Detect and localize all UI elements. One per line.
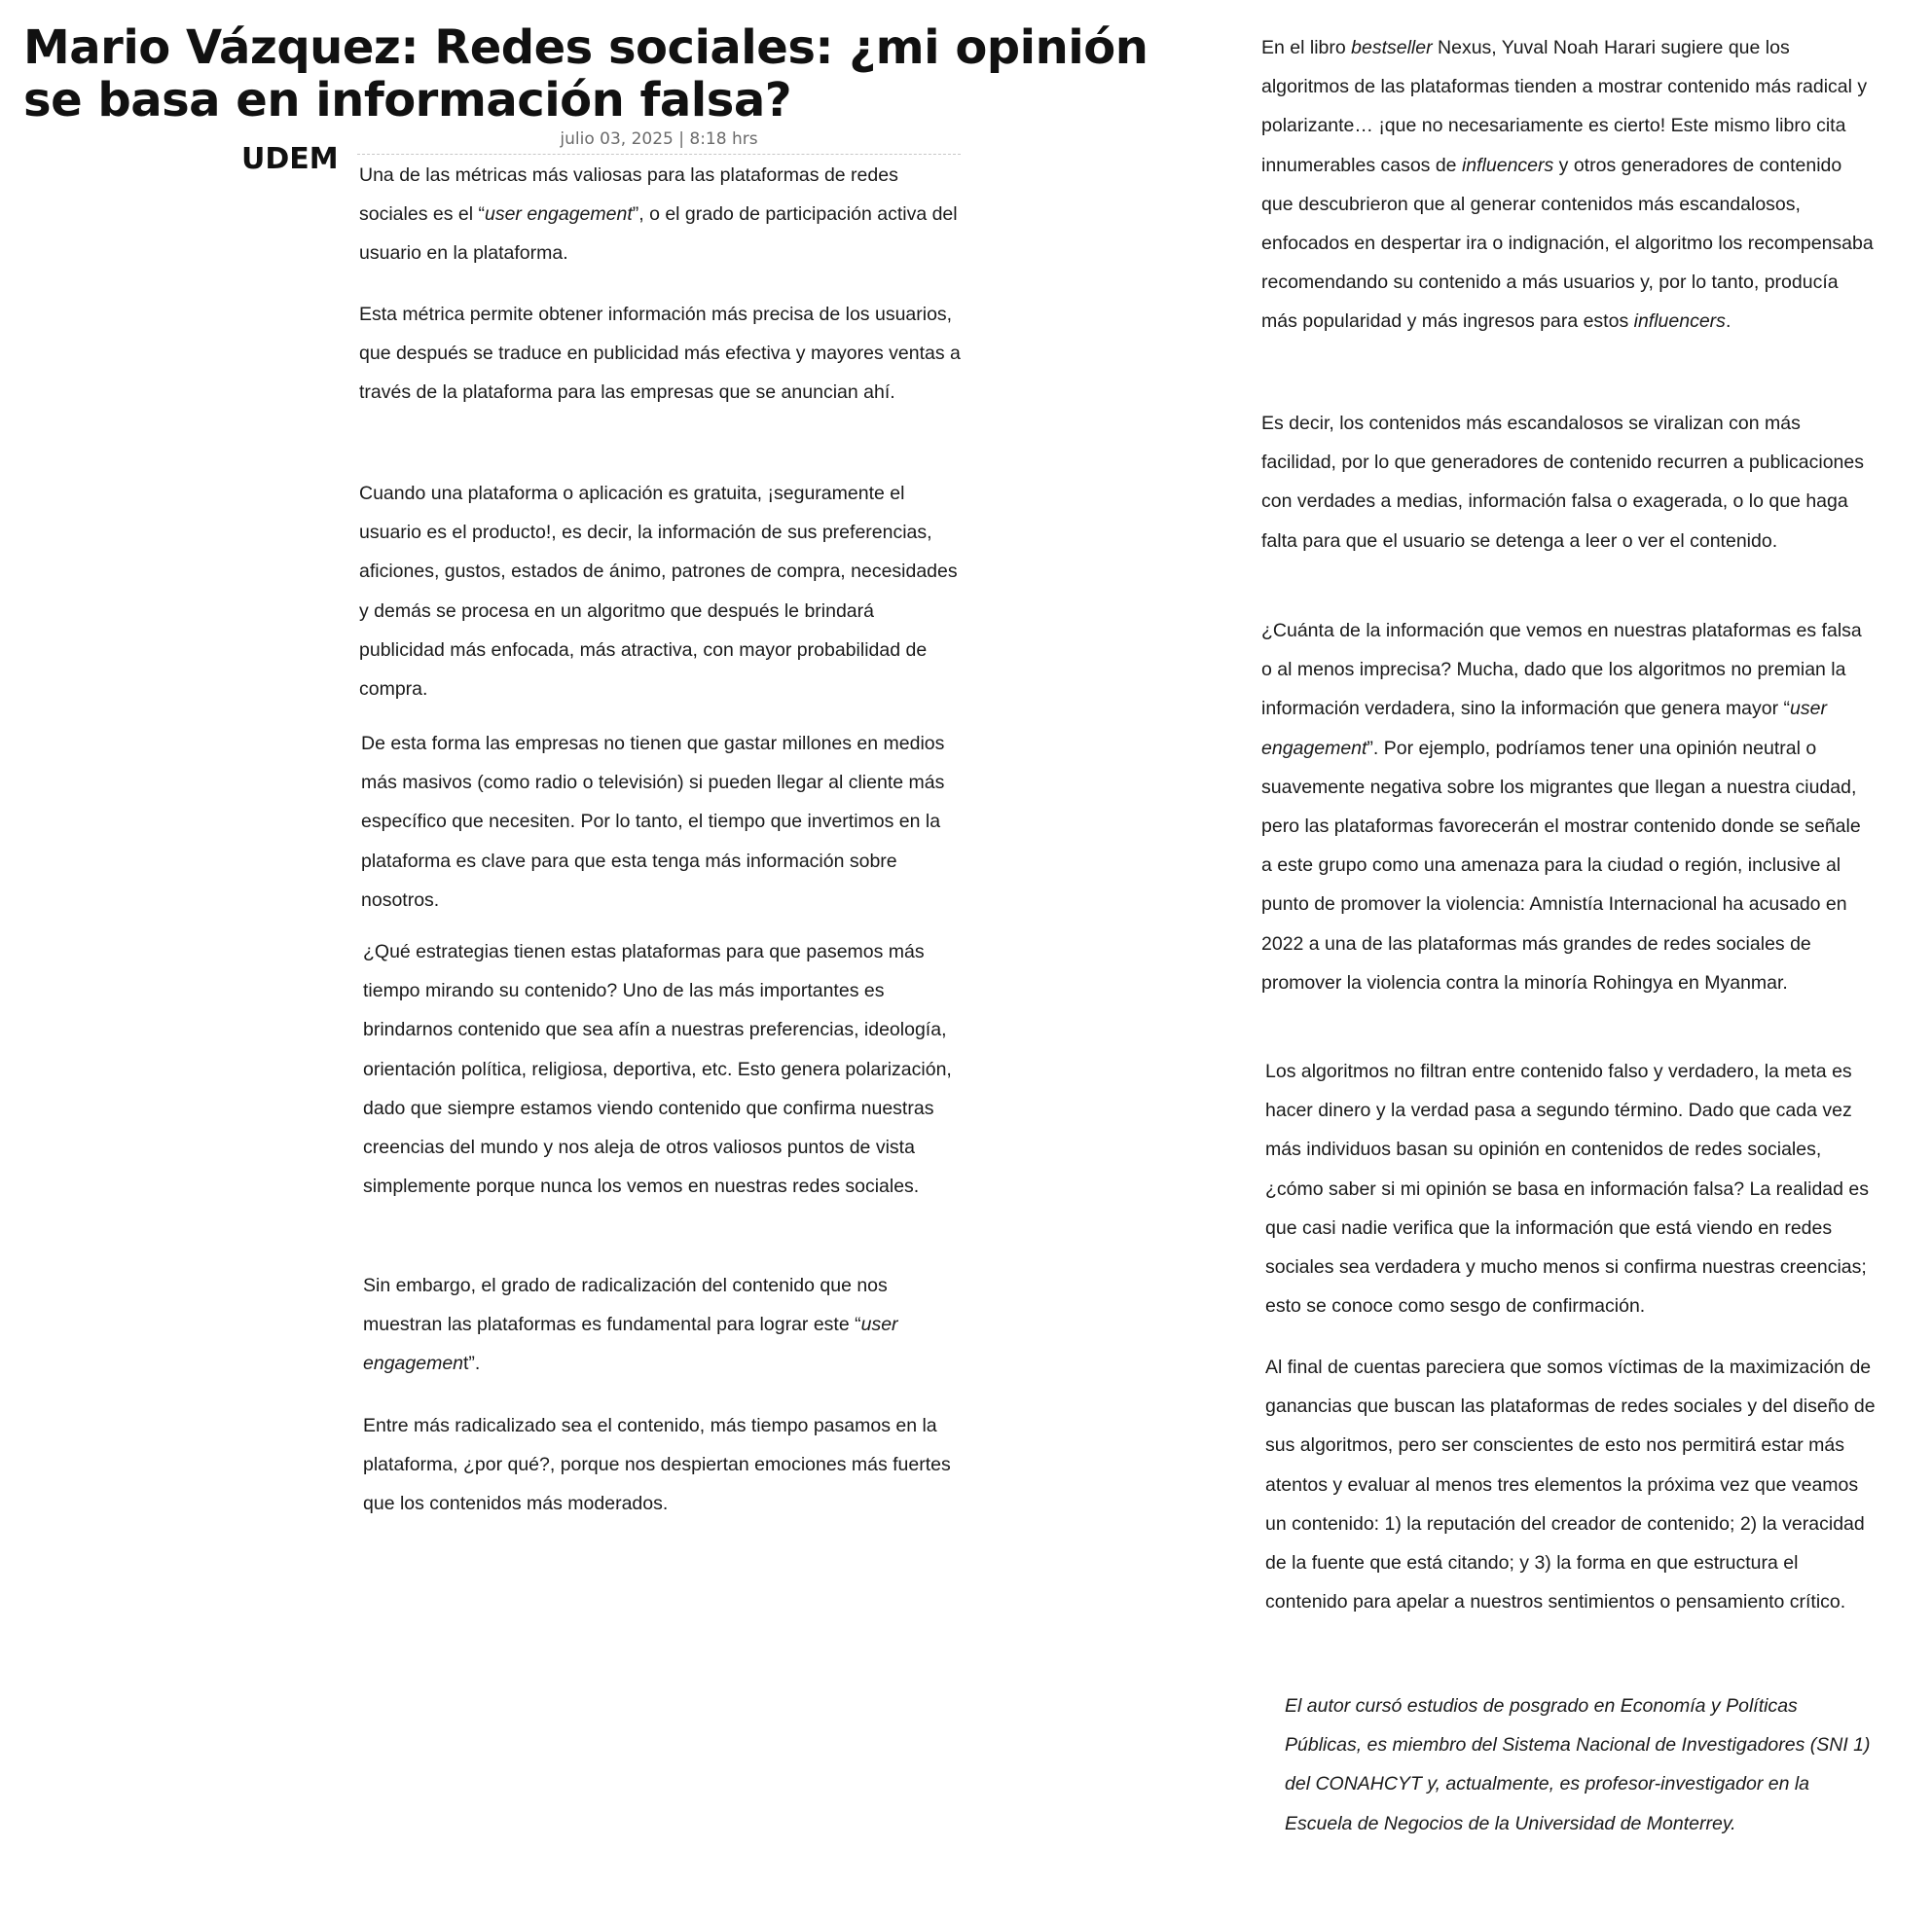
italic-run: influencers (1461, 154, 1554, 176)
body-paragraph (359, 295, 963, 413)
body-paragraph (1265, 1348, 1878, 1621)
italic-run: influencers (1633, 310, 1726, 333)
italic-run: user engagement (484, 203, 633, 226)
italic-run: user engagemen (363, 1314, 898, 1375)
text-run: Esta métrica permite obtener información más precisa de los usuarios, que después se traduce en publicidad más efectiva y mayores ventas a través de la plataforma para las empresas que se anuncian ahí. (359, 304, 961, 404)
body-paragraph (363, 1406, 966, 1524)
text-run: ”. Por ejemplo, podríamos tener una opinión neutral o suavemente negativa sobre los migrantes que llegan a nuestra ciudad, pero las plataformas favorecerán el mostrar contenido donde se señale a este grupo como una amenaza para la ciudad o región, inclusive al punto de promover la violencia: Amnistía Internacional ha acusado en 2022 a una de las plataformas más grandes de redes sociales de promover la violencia contra la minoría Rohingya en Myanmar. (1261, 737, 1861, 994)
body-paragraph (1261, 28, 1875, 342)
italic-run: user engagement (1261, 698, 1827, 759)
text-run: Una de las métricas más valiosas para las plataformas de redes sociales es el “ (359, 164, 898, 226)
body-paragraph (363, 1266, 947, 1384)
article-date: julio 03, 2025 | 8:18 hrs (357, 127, 961, 155)
text-run: Es decir, los contenidos más escandalosos se viralizan con más facilidad, por lo que generadores de contenido recurren a publicaciones con verdades a medias, información falsa o exagerada, o lo que haga falta para que el usuario se detenga a leer o ver el contenido. (1261, 413, 1864, 552)
text-run: . (1725, 310, 1732, 333)
article-title: Mario Vázquez: Redes sociales: ¿mi opinión se basa en información falsa? (23, 20, 1148, 127)
body-paragraph (363, 932, 968, 1206)
body-paragraph (1261, 611, 1875, 1002)
italic-run: bestseller (1351, 37, 1433, 58)
text-run: ”, o el grado de participación activa del usuario en la plataforma. (359, 203, 958, 265)
text-run: ¿Qué estrategias tienen estas plataformas para que pasemos más tiempo mirando su contenido? Uno de las más importantes es brindarnos contenido que sea afín a nuestras preferencias, ideología, orientación política, religiosa, deportiva, etc. Esto genera polarización, dado que siempre estamos viendo contenido que confirma nuestras creencias del mundo y nos aleja de otros valiosos puntos de vista simplemente porque nunca los vemos en nuestras redes sociales. (363, 941, 952, 1198)
text-run: Los algoritmos no filtran entre contenido falso y verdadero, la meta es hacer dinero y la verdad pasa a segundo término. Dado que cada vez más individuos basan su opinión en contenidos de redes sociales, ¿cómo saber si mi opinión se basa en información falsa? La realidad es que casi nadie verifica que la información que está viendo en redes sociales sea verdadera y mucho menos si confirma nuestras creencias; esto se conoce como sesgo de confirmación. (1265, 1061, 1870, 1318)
text-run: En el libro (1261, 37, 1352, 58)
italic-run: El autor cursó estudios de posgrado en Economía y Políticas Públicas, es miembro del Sistema Nacional de Investigadores (SNI 1) del CONAHCYT y, actualmente, es profesor-investigador en la Escuela de Negocios de la Universidad de Monterrey. (1285, 1695, 1871, 1834)
text-run: Al final de cuentas pareciera que somos víctimas de la maximización de ganancias que buscan las plataformas de redes sociales y del diseño de sus algoritmos, pero ser conscientes de esto nos permitirá estar más atentos y evaluar al menos tres elementos la próxima vez que veamos un contenido: 1) la reputación del creador de contenido; 2) la veracidad de la fuente que está citando; y 3) la forma en que estructura el contenido para apelar a nuestros sentimientos o pensamiento crítico. (1265, 1357, 1876, 1613)
body-paragraph (361, 724, 965, 920)
text-run: Entre más radicalizado sea el contenido, más tiempo pasamos en la plataforma, ¿por qué?, porque nos despiertan emociones más fuertes que los contenidos más moderados. (363, 1415, 951, 1515)
body-paragraph (359, 474, 963, 708)
author-bio (1285, 1686, 1878, 1843)
text-run: ¿Cuánta de la información que vemos en nuestras plataformas es falsa o al menos imprecisa? Mucha, dado que los algoritmos no premian la información verdadera, sino la información que genera mayor “ (1261, 620, 1862, 720)
text-run: Nexus, Yuval Noah Harari sugiere que los algoritmos de las plataformas tienden a mostrar contenido más radical y polarizante… ¡que no necesariamente es cierto! Este mismo libro cita innumerables casos de (1261, 37, 1868, 176)
source-label: UDEM (241, 142, 339, 176)
text-run: Cuando una plataforma o aplicación es gratuita, ¡seguramente el usuario es el producto!, es decir, la información de sus preferencias, aficiones, gustos, estados de ánimo, patrones de compra, necesidades y demás se procesa en un algoritmo que después le brindará publicidad más enfocada, más atractiva, con mayor probabilidad de compra. (359, 483, 958, 701)
body-paragraph (1261, 404, 1875, 561)
body-paragraph (1265, 1052, 1877, 1325)
text-run: y otros generadores de contenido que descubrieron que al generar contenidos más escandalosos, enfocados en despertar ira o indignación, el algoritmo los recompensaba recomendando su contenido a más usuarios y, por lo tanto, producía más popularidad y más ingresos para estos (1261, 154, 1874, 333)
text-run: Sin embargo, el grado de radicalización del contenido que nos muestran las plataformas es fundamental para lograr este “ (363, 1275, 888, 1336)
text-run: De esta forma las empresas no tienen que gastar millones en medios más masivos (como radio o televisión) si pueden llegar al cliente más específico que necesiten. Por lo tanto, el tiempo que invertimos en la plataforma es clave para que esta tenga más información sobre nosotros. (361, 733, 945, 911)
text-run: t”. (463, 1353, 481, 1375)
body-paragraph (359, 156, 963, 273)
